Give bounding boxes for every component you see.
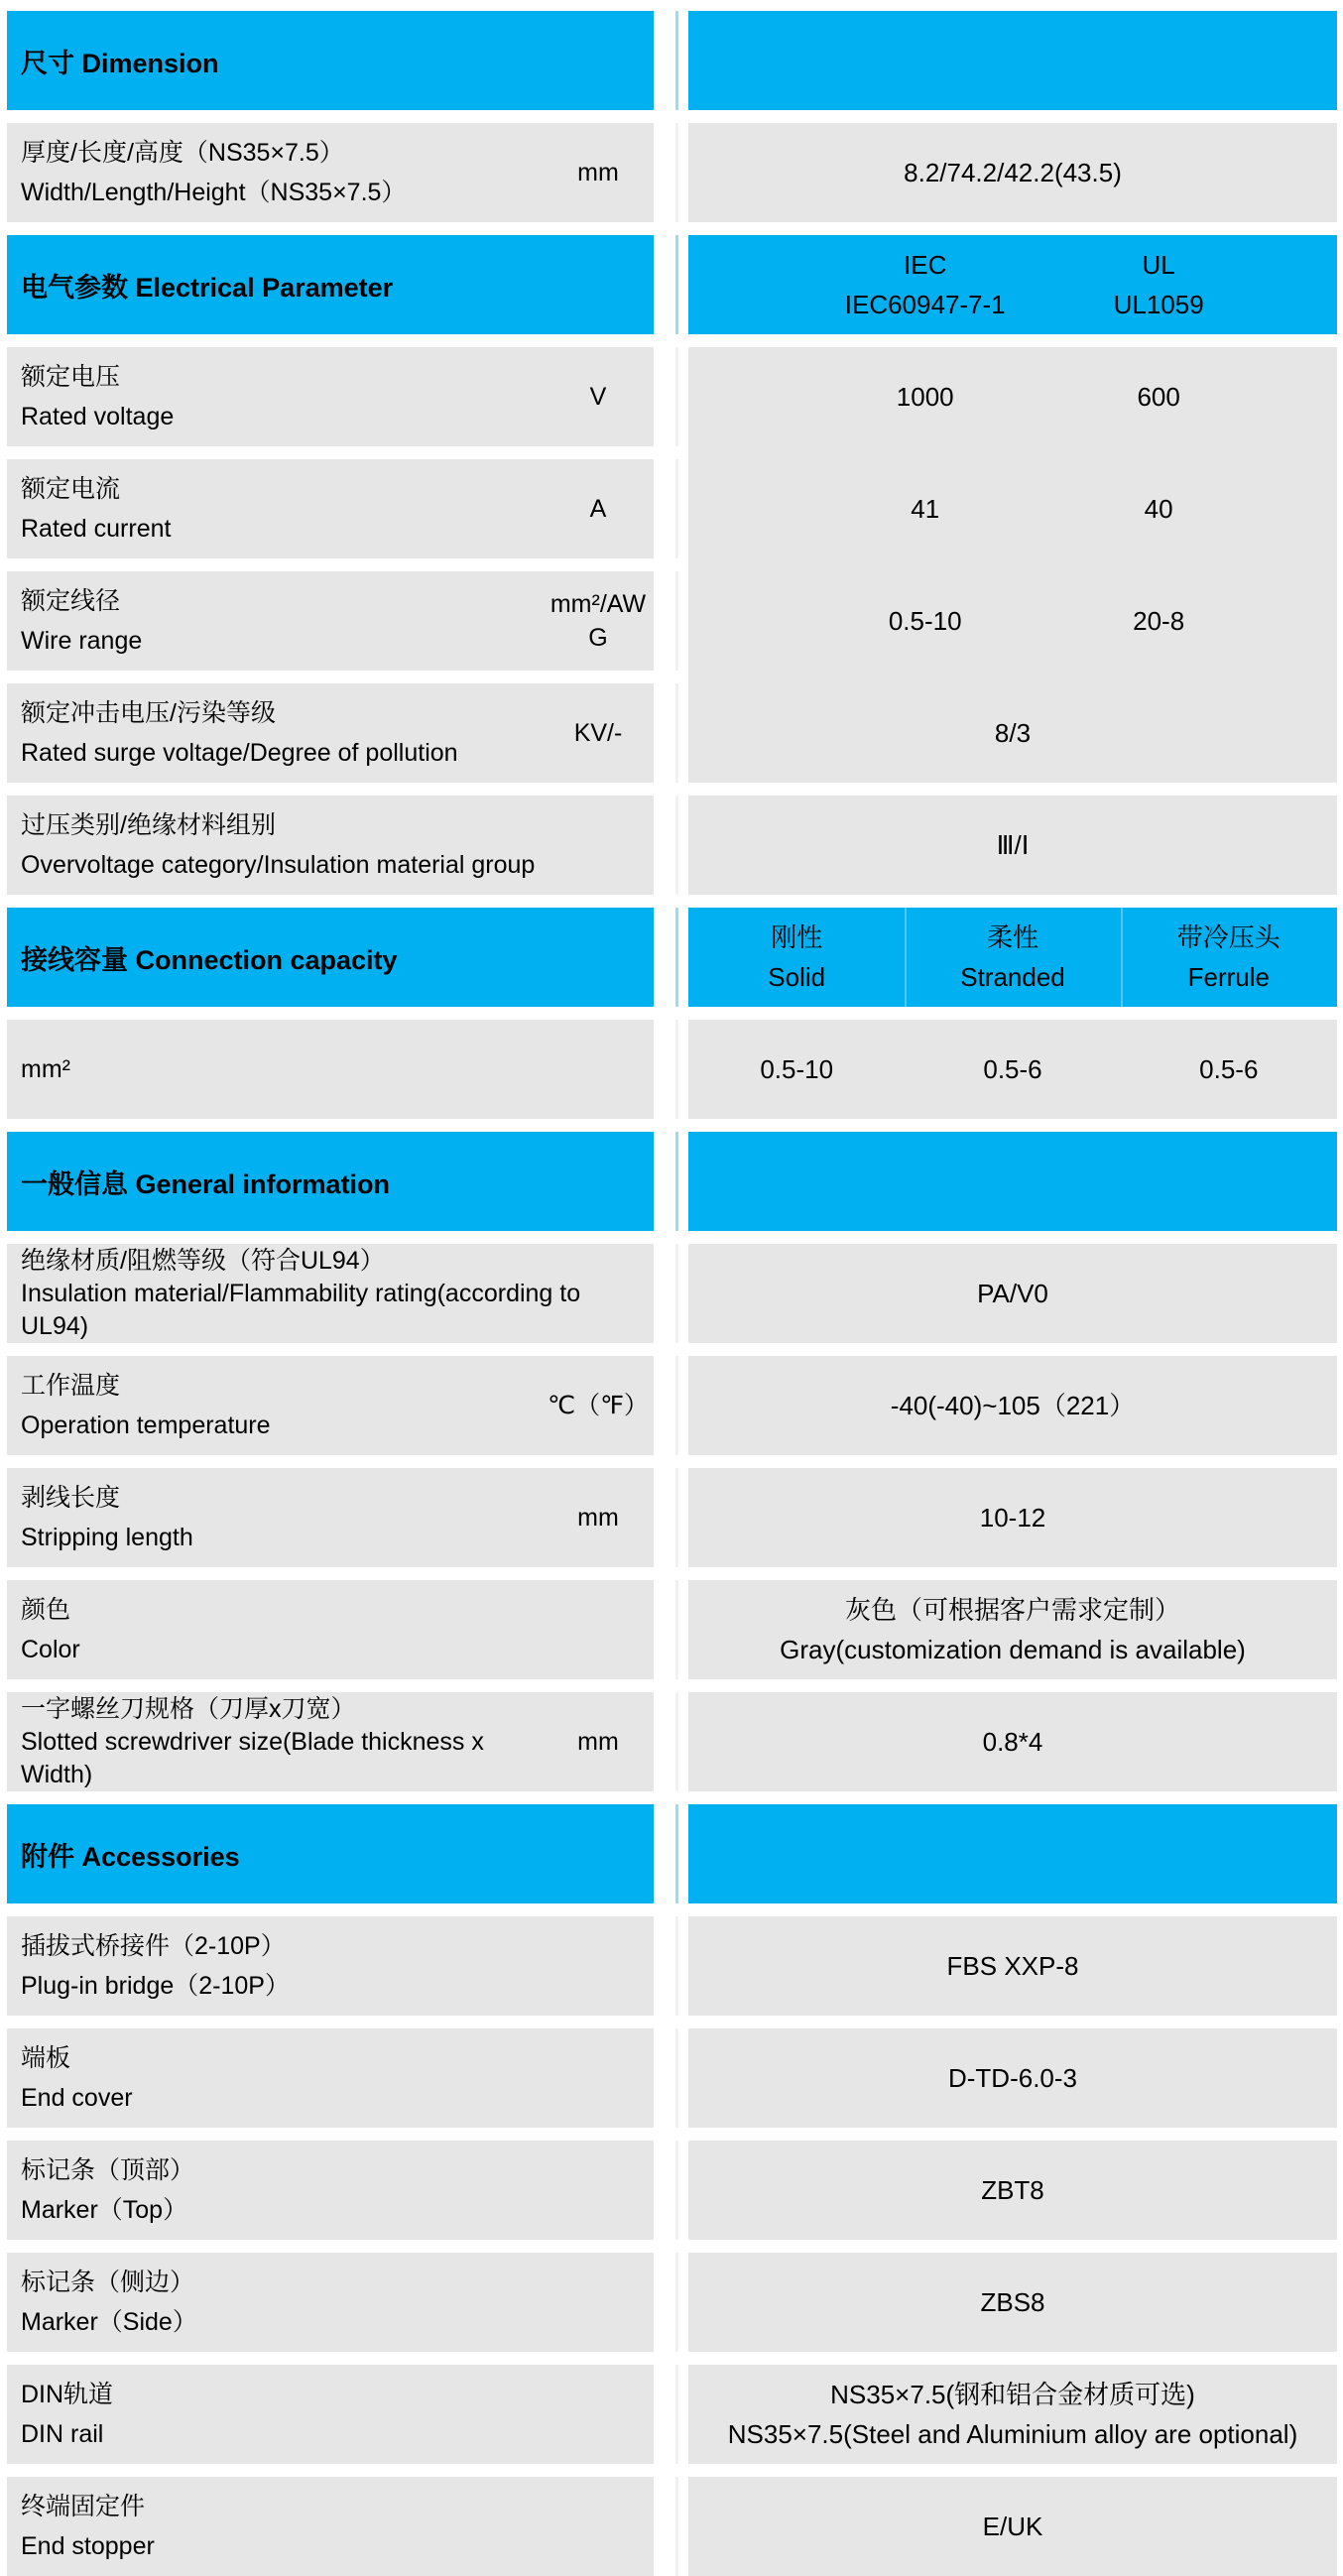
- bridge-value: FBS XXP-8: [946, 1951, 1079, 1981]
- table-row-mm2: [7, 1020, 1337, 1119]
- row-label-en: Color: [21, 1636, 80, 1663]
- row-unit: ℃（℉）: [548, 1392, 649, 1419]
- row-label-en: DIN rail: [21, 2420, 104, 2448]
- row-label-en: Wire range: [21, 627, 143, 655]
- row-label-en: Rated current: [21, 515, 172, 543]
- electrical-rows-group: [7, 347, 1337, 783]
- row-value-cell: [688, 2477, 1337, 2576]
- section-title-accessories: 附件 Accessories: [21, 1841, 240, 1872]
- wire-iec-value: 0.5-10: [888, 606, 962, 636]
- table-row-rated-current: [7, 459, 654, 558]
- stripping-value: 10-12: [979, 1503, 1046, 1533]
- row-value-cell: [688, 2365, 1337, 2464]
- section-title-general: 一般信息 General information: [21, 1168, 391, 1199]
- row-label-cn: 一字螺丝刀规格（刀厚x刀宽）: [21, 1694, 356, 1723]
- table-row-bridge: [7, 1916, 1337, 2016]
- column-header-iec: IEC IEC60947-7-1: [844, 250, 1006, 319]
- mm2-solid-value: 0.5-10: [760, 1054, 834, 1084]
- row-label-cn: DIN轨道: [21, 2381, 114, 2408]
- row-label-cn: 插拔式桥接件（2-10P）: [21, 1932, 286, 1960]
- insulation-value: PA/V0: [977, 1279, 1048, 1308]
- row-label-en: Marker（Top）: [21, 2196, 188, 2224]
- row-value: 8.2/74.2/42.2(43.5): [904, 158, 1122, 187]
- endcover-value: D-TD-6.0-3: [947, 2063, 1077, 2093]
- row-unit: V: [589, 383, 607, 411]
- row-label-cn: 过压类别/绝缘材料组别: [21, 811, 276, 839]
- column-divider: [905, 908, 907, 1007]
- row-label-cn: 厚度/长度/高度（NS35×7.5）: [21, 139, 344, 167]
- row-label-en: Stripping length: [21, 1524, 193, 1551]
- row-value-cell: [688, 1580, 1337, 1679]
- table-row-marker-side: [7, 2253, 1337, 2352]
- row-label: mm²: [21, 1055, 70, 1083]
- voltage-values: [688, 347, 1337, 446]
- row-unit: mm: [577, 1504, 619, 1532]
- section-header-general: [7, 1132, 1337, 1231]
- row-value-cell: [688, 2253, 1337, 2352]
- section-title-dimension: 尺寸 Dimension: [21, 48, 219, 78]
- column-headers-connection: [688, 908, 1337, 1007]
- row-label-cn: 标记条（顶部）: [21, 2156, 195, 2184]
- color-value: 灰色（可根据客户需求定制） Gray(customization demand is available): [780, 1595, 1246, 1664]
- table-row-din-rail: [7, 2365, 1337, 2464]
- row-label-cn: 额定冲击电压/污染等级: [21, 699, 276, 727]
- row-label-en: Width/Length/Height（NS35×7.5）: [21, 179, 407, 206]
- row-value-cell: [688, 1916, 1337, 2016]
- table-row-wlh: [7, 123, 1337, 222]
- current-values: [688, 459, 1337, 558]
- table-row-rated-voltage: [7, 347, 654, 446]
- row-label-en: End stopper: [21, 2532, 155, 2560]
- voltage-iec-value: 1000: [896, 382, 954, 412]
- section-header-dimension: [7, 11, 1337, 110]
- row-label-cn: 额定电流: [21, 475, 121, 503]
- row-label-en: Marker（Side）: [21, 2308, 197, 2336]
- row-label-cn: 工作温度: [21, 1372, 121, 1400]
- row-value-cell: [688, 1692, 1337, 1791]
- mm2-stranded-value: 0.5-6: [983, 1054, 1042, 1084]
- row-unit: mm: [577, 1728, 619, 1756]
- row-label-cn: 端板: [21, 2044, 71, 2072]
- row-value-cell: [688, 123, 1337, 222]
- row-value-cell: [688, 2028, 1337, 2128]
- row-label-en: Plug-in bridge（2-10P）: [21, 1972, 290, 2000]
- marker-side-value: ZBS8: [980, 2287, 1045, 2317]
- current-iec-value: 41: [911, 494, 940, 524]
- section-header-accessories-right: [688, 1804, 1337, 1903]
- table-row-endcover: [7, 2028, 1337, 2128]
- din-rail-value: NS35×7.5(钢和铝合金材质可选) NS35×7.5(Steel and Aluminium alloy are optional): [727, 2380, 1298, 2449]
- table-row-screwdriver: [7, 1692, 1337, 1791]
- row-label: [7, 133, 543, 212]
- section-title-electrical: 电气参数 Electrical Parameter: [21, 272, 394, 303]
- row-value-cell: [688, 1020, 1337, 1119]
- row-label-cn: 颜色: [21, 1596, 71, 1624]
- row-value-cell: [688, 1356, 1337, 1455]
- table-row-wire-range: [7, 571, 654, 671]
- wire-ul-value: 20-8: [1133, 606, 1185, 636]
- section-header-electrical: [7, 235, 1337, 334]
- temperature-value: -40(-40)~105（221）: [890, 1391, 1136, 1420]
- column-header-ul: UL UL1059: [1113, 250, 1204, 319]
- overvoltage-value: Ⅲ/Ⅰ: [996, 830, 1030, 860]
- table-row-temperature: [7, 1356, 1337, 1455]
- row-label-cn: 额定电压: [21, 363, 121, 391]
- column-header-stranded: 柔性 Stranded: [960, 922, 1065, 992]
- row-value-cell: [688, 2141, 1337, 2240]
- column-divider: [1121, 908, 1123, 1007]
- row-value-cell: [688, 796, 1337, 895]
- row-label-cn: 额定线径: [21, 587, 121, 615]
- section-title-connection: 接线容量 Connection capacity: [21, 944, 398, 975]
- row-value-cell: [688, 1244, 1337, 1343]
- row-label-en: Insulation material/Flammability rating(according to UL94): [21, 1279, 581, 1340]
- row-value-cell: [688, 1468, 1337, 1567]
- row-label-en: Rated voltage: [21, 403, 175, 430]
- table-row-stripping: [7, 1468, 1337, 1567]
- table-row-marker-top: [7, 2141, 1337, 2240]
- table-row-stopper: [7, 2477, 1337, 2576]
- row-label-en: Slotted screwdriver size(Blade thickness x Width): [21, 1727, 484, 1788]
- row-label-en: Operation temperature: [21, 1411, 271, 1439]
- row-label-cn: 终端固定件: [21, 2493, 146, 2520]
- wire-range-values: [688, 571, 1337, 671]
- current-ul-value: 40: [1144, 494, 1173, 524]
- column-headers-iec-ul: [688, 235, 1337, 334]
- row-label-cn: 绝缘材质/阻燃等级（符合UL94）: [21, 1246, 385, 1275]
- voltage-ul-value: 600: [1137, 382, 1180, 412]
- table-row-insulation: [7, 1244, 1337, 1343]
- row-unit: mm²/AWG: [549, 590, 647, 652]
- mm2-ferrule-value: 0.5-6: [1199, 1054, 1259, 1084]
- table-row-overvoltage: [7, 796, 1337, 895]
- row-label-cn: 剥线长度: [21, 1484, 121, 1512]
- surge-value-slot: [688, 683, 1337, 783]
- table-row-surge-voltage: [7, 683, 654, 783]
- row-label-en: End cover: [21, 2084, 133, 2112]
- screwdriver-value: 0.8*4: [982, 1727, 1043, 1757]
- row-unit: mm: [577, 159, 619, 186]
- column-header-solid: 刚性 Solid: [768, 922, 826, 992]
- column-header-ferrule: 带冷压头 Ferrule: [1176, 922, 1281, 992]
- marker-top-value: ZBT8: [981, 2175, 1044, 2205]
- surge-value: 8/3: [994, 718, 1032, 748]
- section-header-accessories: [7, 1804, 1337, 1903]
- row-unit: A: [589, 495, 607, 523]
- row-unit: KV/-: [573, 719, 623, 747]
- row-label-en: Overvoltage category/Insulation material group: [21, 851, 536, 879]
- stopper-value: E/UK: [982, 2512, 1043, 2541]
- section-header-connection: [7, 908, 1337, 1007]
- electrical-values-merged-cell: [688, 347, 1337, 783]
- row-label-cn: 标记条（侧边）: [21, 2269, 195, 2296]
- row-label-en: Rated surge voltage/Degree of pollution: [21, 739, 458, 767]
- table-row-color: [7, 1580, 1337, 1679]
- section-header-general-right: [688, 1132, 1337, 1231]
- section-header-dimension-right: [688, 11, 1337, 110]
